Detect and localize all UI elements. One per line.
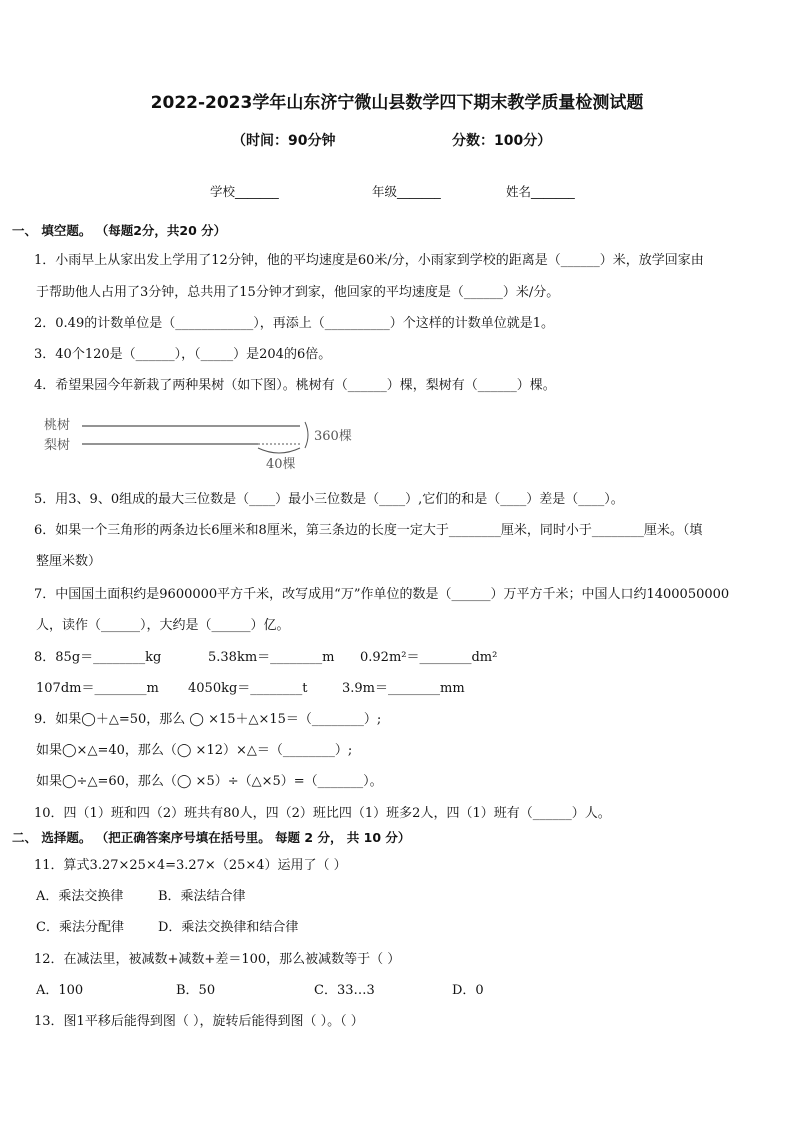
question-9-line-2: 如果◯×△=40，那么（◯ ×12）×△＝（________）; xyxy=(36,743,353,758)
exam-score: 分数：100分） xyxy=(452,133,552,149)
question-8-b2: 4050kg＝________t xyxy=(188,681,308,696)
question-13: 13．图1平移后能得到图（ ），旋转后能得到图（ ）。（ ） xyxy=(34,1014,364,1029)
grade-field[interactable]: 年级_______ xyxy=(372,184,441,199)
school-field[interactable]: 学校_______ xyxy=(210,184,279,199)
question-9-line-3: 如果◯÷△=60，那么（◯ ×5）÷（△×5）=（_______）。 xyxy=(36,774,383,789)
diff-brace xyxy=(258,448,300,453)
pear-label: 梨树 xyxy=(44,438,71,453)
question-11: 11．算式3.27×25×4=3.27×（25×4）运用了（ ） xyxy=(34,858,347,873)
question-6-line-1: 6．如果一个三角形的两条边长6厘米和8厘米，第三条边的长度一定大于________厘米，同时小于________厘米。（填 xyxy=(34,523,703,538)
question-1-line-1: 1．小雨早上从家出发上学用了12分钟，他的平均速度是60米/分，小雨家到学校的距离是（______）米，放学回家由 xyxy=(34,253,704,268)
question-11-option-b: B．乘法结合律 xyxy=(158,889,246,904)
question-12-option-d: D．0 xyxy=(452,983,484,998)
page-title: 2022-2023学年山东济宁微山县数学四下期末教学质量检测试题 xyxy=(150,93,644,113)
question-12-option-a: A．100 xyxy=(36,983,84,998)
question-2: 2．0.49的计数单位是（____________），再添上（__________）个这样的计数单位就是1。 xyxy=(34,316,554,331)
question-3: 3．40个120是（______），（_____）是204的6倍。 xyxy=(34,347,332,362)
section-1-heading: 一、 填空题。 （每题2分，共20 分） xyxy=(12,223,227,238)
exam-time: （时间：90分钟 xyxy=(232,133,336,149)
question-8-b1: 107dm＝________m xyxy=(36,681,159,696)
question-10: 10．四（1）班和四（2）班共有80人，四（2）班比四（1）班多2人，四（1）班有（______）人。 xyxy=(34,806,611,821)
question-12: 12．在减法里，被减数+减数+差＝100，那么被减数等于（ ） xyxy=(34,952,401,967)
question-7-line-1: 7．中国国土面积约是9600000平方千米，改写成用“万”作单位的数是（______）万平方千米；中国人口约1400050000 xyxy=(34,587,730,602)
section-2-heading: 二、 选择题。 （把正确答案序号填在括号里。 每题 2 分， 共 10 分） xyxy=(12,830,411,845)
question-8-a3: 0.92m²＝________dm² xyxy=(360,650,498,665)
question-8-b3: 3.9m＝________mm xyxy=(342,681,465,696)
question-5: 5．用3、9、0组成的最大三位数是（____）最小三位数是（____）,它们的和是（____）差是（____）。 xyxy=(34,492,624,507)
question-12-option-c: C．33…3 xyxy=(314,983,375,998)
question-8-a2: 5.38km＝________m xyxy=(208,650,335,665)
question-7-line-2: 人，读作（______），大约是（______）亿。 xyxy=(36,618,290,633)
question-8-a1: 8．85g＝________kg xyxy=(34,650,162,665)
peach-label: 桃树 xyxy=(44,418,71,433)
fruit-tree-diagram xyxy=(30,410,370,474)
question-11-option-c: C．乘法分配律 xyxy=(36,920,124,935)
question-1-line-2: 于帮助他人占用了3分钟，总共用了15分钟才到家，他回家的平均速度是（______）米/分。 xyxy=(36,285,560,300)
question-12-option-b: B．50 xyxy=(176,983,216,998)
diff-label: 40棵 xyxy=(266,457,296,472)
question-11-option-a: A．乘法交换律 xyxy=(36,889,124,904)
question-11-option-d: D．乘法交换律和结合律 xyxy=(158,920,299,935)
name-field[interactable]: 姓名_______ xyxy=(506,184,575,199)
question-6-line-2: 整厘米数） xyxy=(36,554,102,569)
question-9-line-1: 9．如果◯＋△=50，那么 ◯ ×15＋△×15＝（________）; xyxy=(34,712,382,727)
question-4: 4．希望果园今年新栽了两种果树（如下图）。桃树有（______）棵，梨树有（______）棵。 xyxy=(34,378,556,393)
total-label: 360棵 xyxy=(314,429,352,444)
total-brace xyxy=(305,422,308,448)
